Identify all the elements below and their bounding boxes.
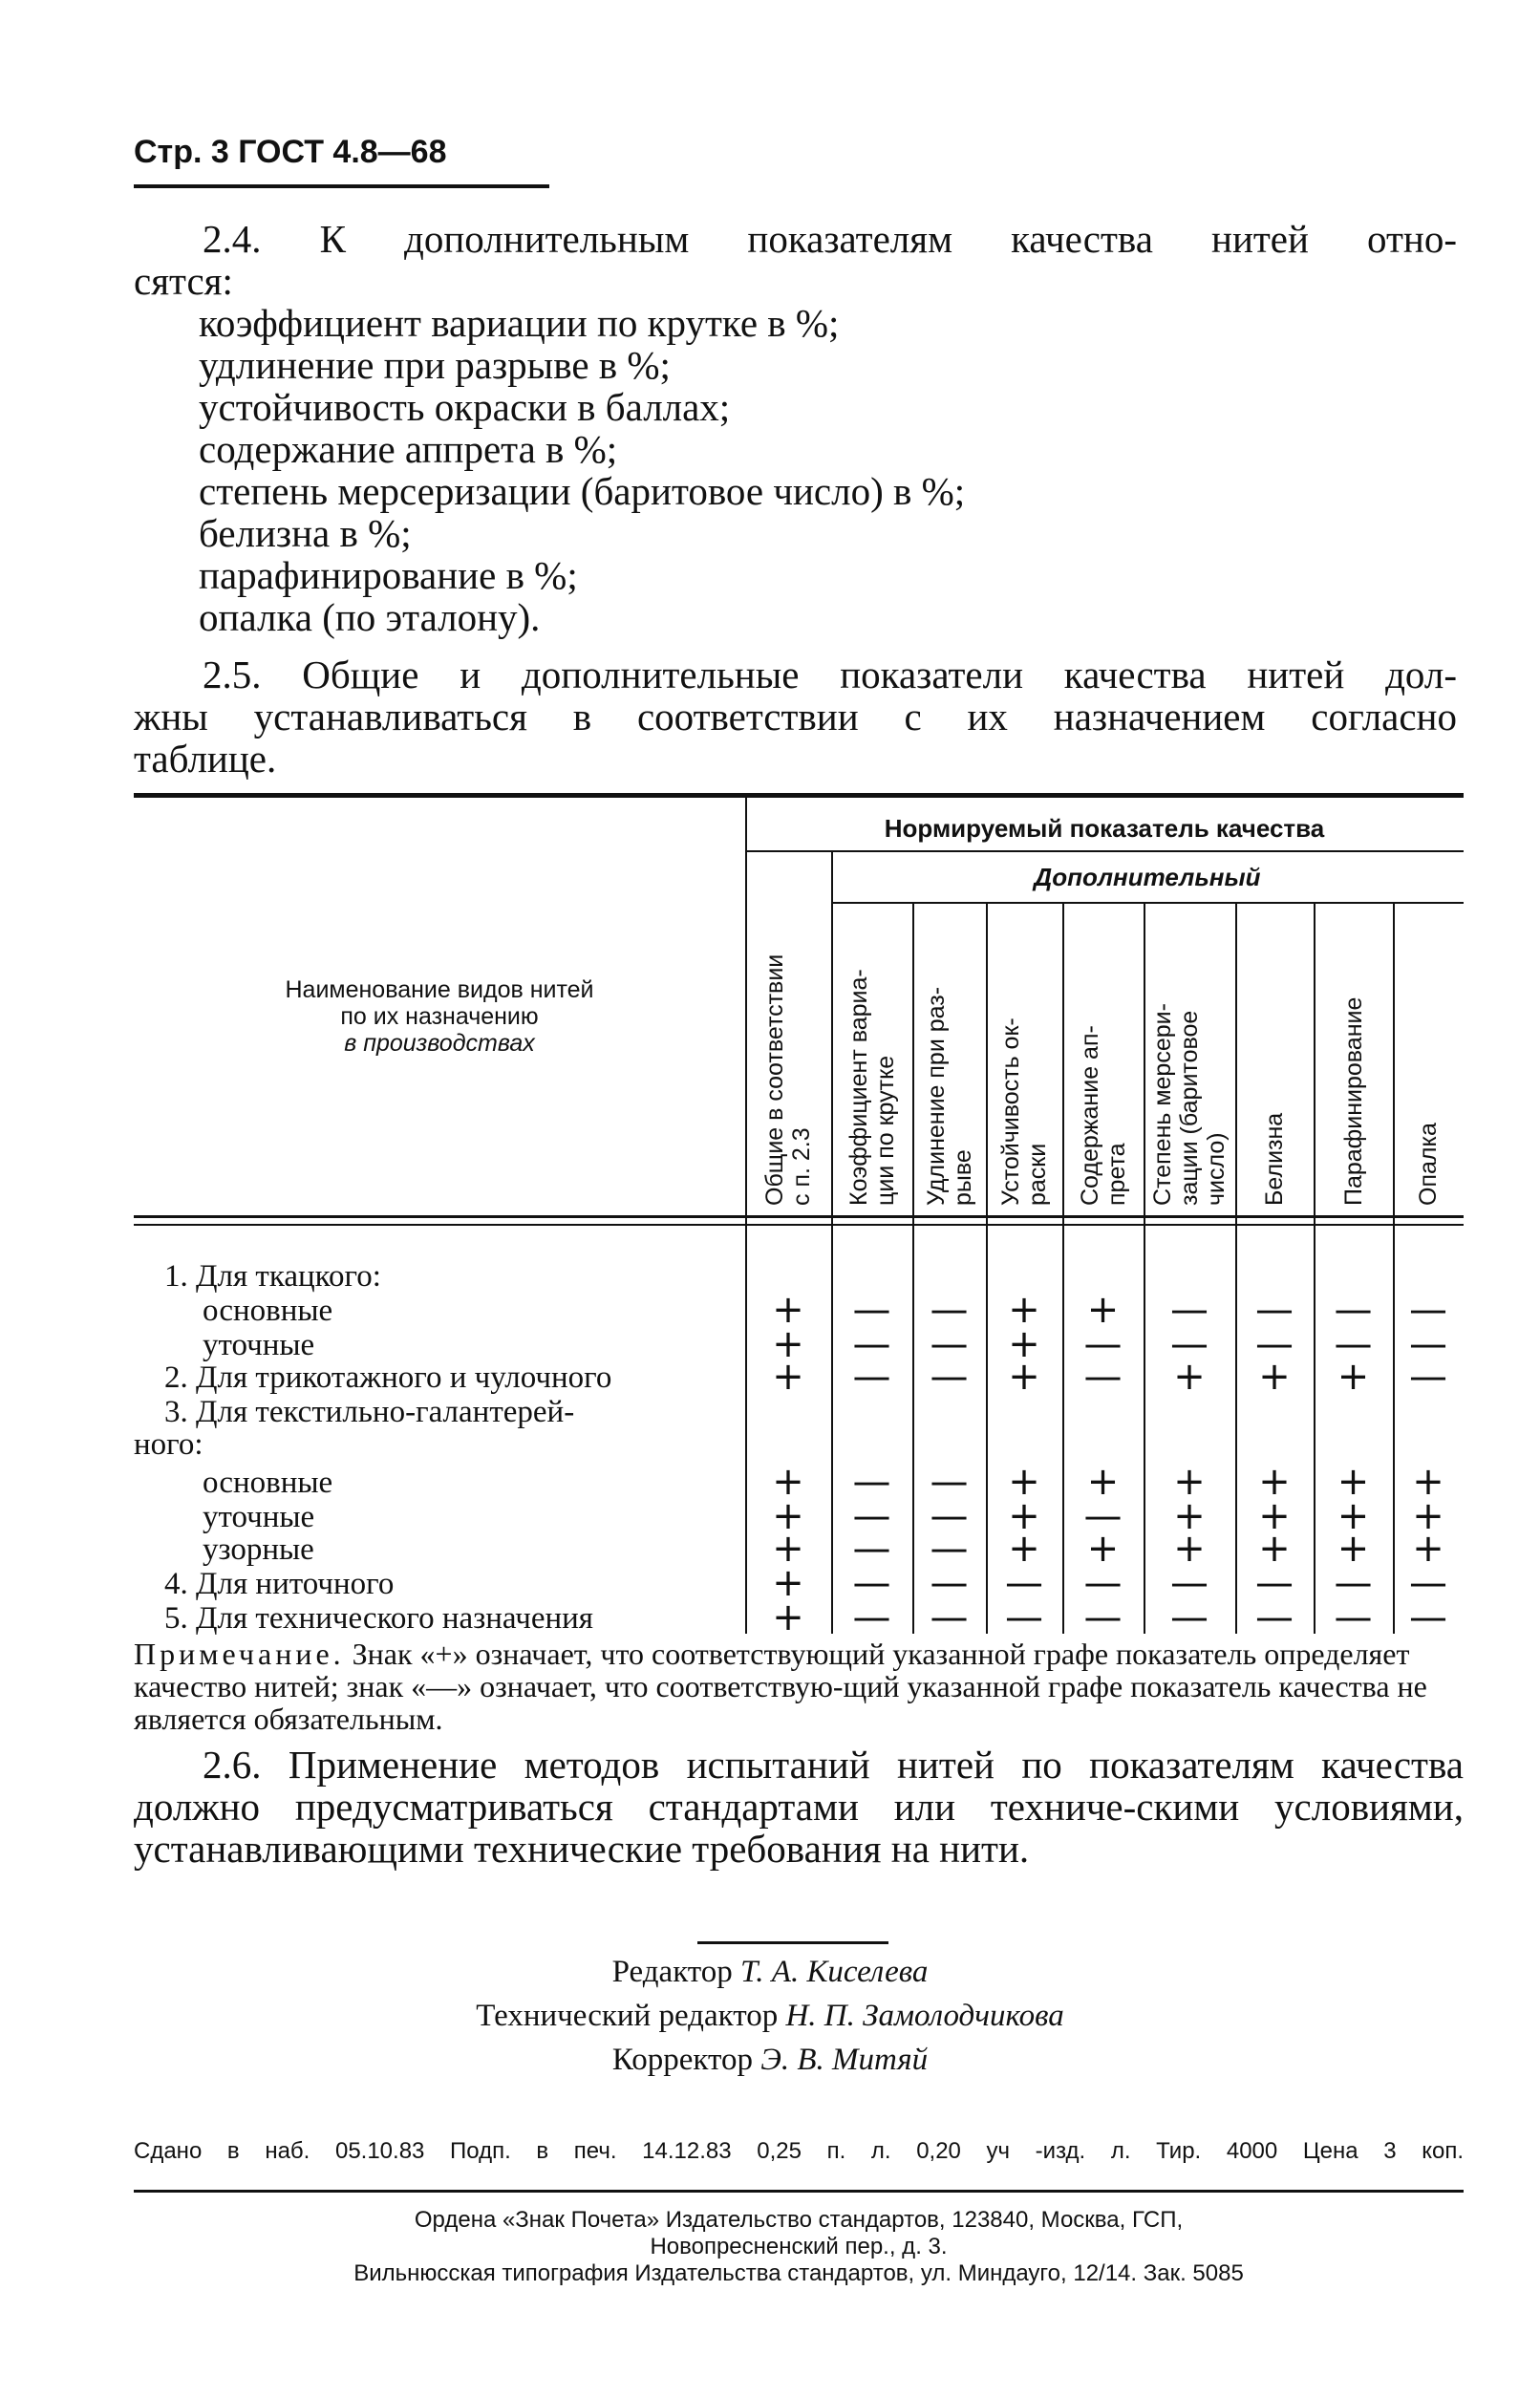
column-header-7 [1261, 1113, 1288, 1206]
table-cell: — [852, 1288, 891, 1332]
table-cell: — [930, 1288, 969, 1332]
table-name-header [220, 976, 659, 1057]
table-cell: + [772, 1561, 804, 1605]
section-2-4-item: устойчивость окраски в баллах; [199, 385, 731, 429]
section-2-4-item: опалка (по эталону). [199, 595, 541, 639]
table-cell: — [852, 1595, 891, 1639]
column-header-1 [761, 954, 815, 1206]
section-2-4-item: степень мерсеризации (баритовое число) в %; [199, 469, 966, 513]
table-cell: — [852, 1494, 891, 1538]
table-row-name: уточные [203, 1328, 315, 1362]
table-cell: — [852, 1460, 891, 1504]
column-header-line: Парафинирование [1339, 996, 1367, 1206]
table-main-header: Нормируемый показатель качества [884, 814, 1325, 843]
header-rule [134, 184, 549, 188]
signature-role: Редактор [611, 1955, 741, 1989]
table-cell: + [1337, 1494, 1370, 1538]
table-row-name: узорные [203, 1532, 314, 1567]
table-cell: — [1083, 1561, 1123, 1605]
table-cell: + [1086, 1527, 1120, 1571]
column-header-line: с п. 2.3 [788, 1127, 815, 1206]
table-cell: — [852, 1527, 891, 1571]
table-cell: — [1334, 1595, 1373, 1639]
table-cell: — [930, 1322, 969, 1366]
table-cell: — [852, 1322, 891, 1366]
table-cell: — [930, 1527, 969, 1571]
section-2-4-cont: сятся: [134, 259, 233, 303]
table-cell: + [1173, 1355, 1206, 1399]
column-header-line: раски [1024, 1143, 1051, 1206]
column-header-line: рыве [949, 1149, 976, 1206]
table-cell: + [1258, 1527, 1291, 1571]
table-cell: + [1258, 1355, 1291, 1399]
table-row-name: 4. Для ниточного [164, 1567, 395, 1601]
table-cell: — [930, 1595, 969, 1639]
table-cell: — [852, 1561, 891, 1605]
table-cell: — [1170, 1322, 1208, 1366]
table-cell: + [1008, 1460, 1040, 1504]
column-header-line: Коэффициент вариа- [845, 969, 872, 1206]
table-row-name: 5. Для технического назначения [164, 1601, 593, 1636]
table-cell: — [1255, 1288, 1294, 1332]
table-row-name: ного: [134, 1427, 203, 1462]
table-cell: — [1083, 1494, 1123, 1538]
table-cell: — [1255, 1322, 1294, 1366]
table-note [134, 1638, 1464, 1735]
table-cell: + [1412, 1460, 1444, 1504]
section-2-6-text: 2.6. Применение методов испытаний нитей по показателям качества должно предусматриваться стандартами или техниче-скими условиями, устанавливающими технические требования на нити. [134, 1743, 1464, 1871]
table-sub-header: Дополнительный [1034, 863, 1261, 891]
signature-rule [697, 1941, 888, 1944]
column-header-6 [1149, 1003, 1230, 1206]
column-header-line: Удлинение при раз- [922, 986, 950, 1206]
table-vline [1314, 904, 1315, 1634]
section-2-4-item: коэффициент вариации по крутке в %; [199, 301, 840, 345]
table-cell: + [1173, 1494, 1206, 1538]
table-cell: — [1083, 1355, 1123, 1399]
column-header-line: Устойчивость ок- [997, 1017, 1024, 1206]
table-header-bottom-rule [134, 1215, 1464, 1218]
table-row-name: основные [203, 1466, 333, 1500]
table-cell: — [1334, 1561, 1373, 1605]
table-cell: + [772, 1527, 804, 1571]
table-cell: + [1008, 1494, 1040, 1538]
name-header-line: по их назначению [340, 1003, 539, 1030]
table-row-name: 3. Для текстильно-галантерей- [164, 1395, 575, 1429]
table-subheader-rule [831, 902, 1464, 904]
table-cell: + [772, 1460, 804, 1504]
column-header-line: число) [1203, 1132, 1230, 1206]
table-cell: — [1409, 1288, 1447, 1332]
table-cell: — [1409, 1561, 1447, 1605]
table-cell: + [1258, 1460, 1291, 1504]
table-cell: + [1008, 1288, 1040, 1332]
table-cell: + [1086, 1288, 1120, 1332]
table-cell: + [772, 1288, 804, 1332]
column-header-3 [923, 987, 976, 1206]
table-row-name: 1. Для ткацкого: [164, 1259, 381, 1294]
note-text: Знак «+» означает, что соответствующий указанной графе показатель определяет качество нитей; знак «—» означает, что соответствую-щий указанной графе показатель качества не является обязательным. [134, 1637, 1427, 1736]
table-vline [912, 904, 914, 1634]
section-2-4-item: удлинение при разрыве в %; [199, 343, 671, 387]
section-2-4-item: парафинирование в %; [199, 553, 578, 597]
signature-name: Т. А. Киселева [740, 1955, 929, 1989]
section-2-4-item: белизна в %; [199, 511, 412, 555]
table-cell: + [1337, 1355, 1370, 1399]
table-vline [986, 904, 988, 1634]
table-cell: + [1086, 1460, 1120, 1504]
table-cell: + [1173, 1527, 1206, 1571]
signature-role: Технический редактор [476, 1999, 786, 2033]
imprint-line3: Новопресненский пер., д. 3. [650, 2234, 948, 2259]
column-header-line: Белизна [1261, 1112, 1288, 1206]
table-cell: + [1412, 1527, 1444, 1571]
section-2-5-line1: 2.5. Общие и дополнительные показатели качества нитей дол- [203, 653, 1457, 696]
table-vline [1393, 904, 1395, 1634]
section-2-4-items [134, 302, 1457, 638]
table-cell: — [1083, 1322, 1123, 1366]
name-header-line: Наименование видов нитей [285, 976, 594, 1003]
imprint-line2: Ордена «Знак Почета» Издательство стандартов, 123840, Москва, ГСП, [414, 2207, 1184, 2233]
table-cell: — [1255, 1561, 1294, 1605]
table-cell: + [1008, 1322, 1040, 1366]
imprint-line1: Сдано в наб. 05.10.83 Подп. в печ. 14.12.83 0,25 п. л. 0,20 уч -изд. л. Тир. 4000 Цена 3 коп. [134, 2138, 1464, 2164]
table-cell: — [1409, 1355, 1447, 1399]
table-cell: — [1083, 1595, 1123, 1639]
table-header-bottom-rule2 [134, 1224, 1464, 1226]
section-2-4 [134, 218, 1457, 638]
table-cell: + [1337, 1460, 1370, 1504]
signature-line [0, 1955, 1540, 1990]
table-header-rule [745, 850, 1464, 852]
table-cell: + [1412, 1494, 1444, 1538]
section-2-4-item: содержание аппрета в %; [199, 427, 618, 471]
imprint-rule [134, 2190, 1464, 2193]
table-vline [1062, 904, 1064, 1634]
signature-line [0, 1999, 1540, 2034]
name-header-line: в производствах [344, 1030, 535, 1057]
signature-name: Э. В. Митяй [760, 2043, 929, 2077]
signature-line [0, 2043, 1540, 2078]
table-cell: + [772, 1322, 804, 1366]
table-cell: — [1255, 1595, 1294, 1639]
column-header-line: ции по крутке [871, 1055, 899, 1206]
table-cell: + [772, 1355, 804, 1399]
column-header-9 [1415, 1123, 1442, 1206]
table-cell: — [930, 1460, 969, 1504]
table-cell: — [1409, 1595, 1447, 1639]
table-cell: + [772, 1595, 804, 1639]
table-cell: — [1170, 1561, 1208, 1605]
page-header: Стр. 3 ГОСТ 4.8—68 [134, 134, 447, 170]
column-header-5 [1077, 1025, 1130, 1206]
table-top-rule [134, 793, 1464, 798]
table-vline [831, 852, 833, 1634]
section-2-6 [134, 1744, 1464, 1870]
column-header-line: Степень мерсери- [1149, 1003, 1176, 1206]
table-cell: — [1005, 1561, 1043, 1605]
table-cell: — [1170, 1288, 1208, 1332]
table-cell: — [1005, 1595, 1043, 1639]
signature-name: Н. П. Замолодчикова [785, 1999, 1064, 2033]
imprint-line4: Вильнюсская типография Издательства стандартов, ул. Миндауго, 12/14. Зак. 5085 [353, 2260, 1244, 2286]
table-row-name: 2. Для трикотажного и чулочного [164, 1360, 612, 1395]
table-row-name: основные [203, 1294, 333, 1328]
column-header-line: Содержание ап- [1076, 1025, 1103, 1206]
column-header-line: Общие в соответствии [761, 953, 788, 1206]
signature-role: Корректор [611, 2043, 761, 2077]
table-cell: + [1337, 1527, 1370, 1571]
table-cell: — [1334, 1288, 1373, 1332]
table-cell: + [1258, 1494, 1291, 1538]
table-cell: — [930, 1355, 969, 1399]
table-cell: — [930, 1494, 969, 1538]
column-header-line: прета [1102, 1143, 1130, 1206]
table-cell: — [852, 1355, 891, 1399]
table-vline [1235, 904, 1237, 1634]
column-header-8 [1340, 997, 1367, 1206]
section-2-5-line3: таблице. [134, 737, 277, 781]
table-cell: — [1334, 1322, 1373, 1366]
note-label: Примечание. [134, 1637, 345, 1671]
section-2-5 [134, 653, 1457, 780]
table-row-name: уточные [203, 1500, 315, 1534]
table-cell: + [772, 1494, 804, 1538]
column-header-4 [997, 1017, 1051, 1206]
table-cell: + [1008, 1355, 1040, 1399]
section-2-5-line2: жны устанавливаться в соответствии с их назначением согласно [134, 695, 1457, 739]
column-header-2 [845, 969, 899, 1206]
table-cell: + [1173, 1460, 1206, 1504]
column-header-line: Опалка [1415, 1123, 1442, 1206]
section-2-4-lead: 2.4. К дополнительным показателям качества нитей отно- [203, 217, 1457, 261]
table-cell: — [1409, 1322, 1447, 1366]
table-vline [1144, 904, 1145, 1634]
table-cell: + [1008, 1527, 1040, 1571]
table-cell: — [930, 1561, 969, 1605]
column-header-line: зации (баритовое [1176, 1010, 1203, 1206]
table-cell: — [1170, 1595, 1208, 1639]
